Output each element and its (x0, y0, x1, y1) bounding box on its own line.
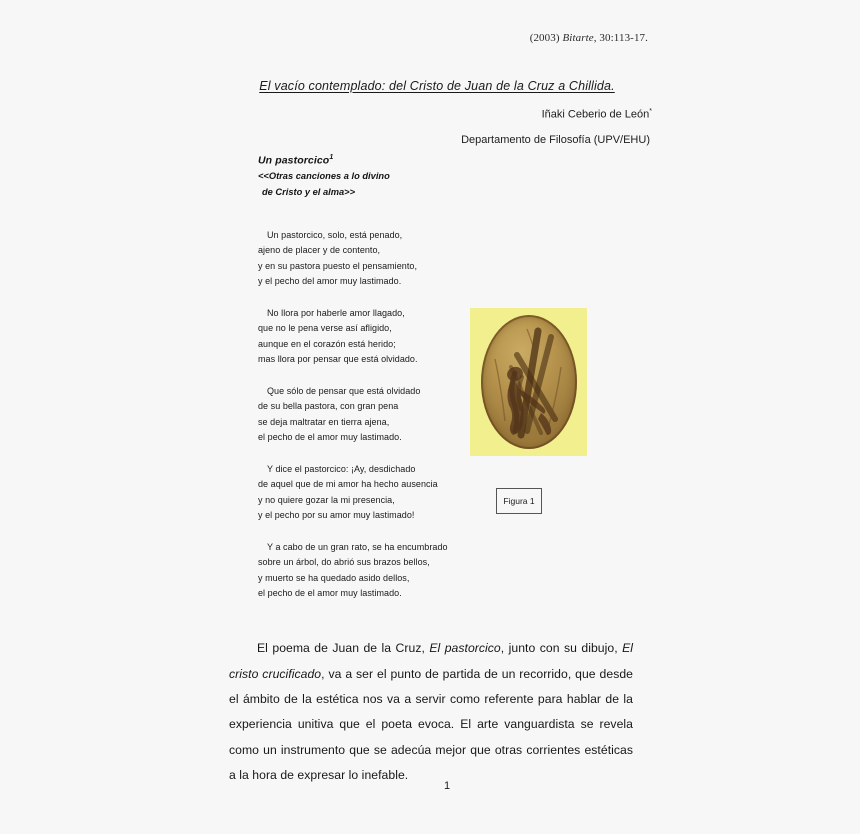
poem-verse-line: Y a cabo de un gran rato, se ha encumbrado (267, 541, 448, 552)
poem-verse-line: de su bella pastora, con gran pena (258, 401, 399, 412)
author-name (0, 108, 652, 121)
poem-verse-line: y muerto se ha quedado asido dellos, (258, 572, 410, 583)
journal-ref-suffix: , 30:113-17. (593, 32, 648, 44)
poem-verse-line: y el pecho del amor muy lastimado. (258, 276, 402, 287)
poem-verse-line: se deja maltratar en tierra ajena, (258, 416, 390, 427)
poem-verse-line: y el pecho por su amor muy lastimado! (258, 510, 415, 521)
paragraph-part-3: , va a ser el punto de partida de un recorrido, que desde el ámbito de la estética nos va a servir como referente para hablar de la experiencia unitiva que el poeta evoca. El arte vanguardista se revela como un instrumento que se adecúa mejor que otras corrientes estéticas a la hora de expresar lo inefable. (229, 666, 633, 783)
poem-stanza (258, 228, 478, 290)
figure-caption (496, 488, 542, 514)
poem-heading-text: Un pastorcico (258, 154, 330, 167)
page-number: 1 (443, 780, 451, 792)
paragraph-part-2: , junto con su dibujo, (500, 641, 623, 656)
crucifix-sketch-icon (481, 315, 577, 449)
poem-verse-line: No llora por haberle amor llagado, (267, 307, 405, 318)
paragraph-part-1: El poema de Juan de la Cruz, (257, 641, 430, 656)
poem-verse-line: de aquel que de mi amor ha hecho ausencia (258, 479, 438, 490)
poem-title-italic: El pastorcico (429, 641, 501, 656)
poem-verse-line: ajeno de placer y de contento, (258, 245, 381, 256)
poem-verse-line: mas llora por pensar que está olvidado. (258, 354, 418, 365)
poem-stanzas (258, 228, 478, 602)
poem-heading (258, 150, 478, 169)
drawing-title-italic: El cristo crucificado (229, 641, 633, 681)
poem-verse-line: y no quiere gozar la mi presencia, (258, 494, 395, 505)
poem-block (258, 150, 478, 602)
poem-verse-line: Y dice el pastorcico: ¡Ay, desdichado (267, 463, 416, 474)
poem-subtitle-line-1: <<Otras canciones a lo divino (258, 171, 390, 182)
figure-image (470, 308, 587, 456)
author-name-text: Iñaki Ceberio de León (541, 108, 650, 121)
author-affiliation: Departamento de Filosofía (UPV/EHU) (461, 134, 650, 146)
poem-verse-line: Un pastorcico, solo, está penado, (267, 229, 403, 240)
poem-stanza (258, 384, 478, 446)
author-footnote-marker: * (649, 108, 652, 115)
figure-1-block (470, 308, 587, 506)
poem-stanza (258, 540, 478, 602)
poem-verse-line: aunque en el corazón está herido; (258, 338, 396, 349)
journal-ref-name: Bitarte (562, 32, 594, 44)
poem-footnote-marker: 1 (329, 154, 334, 161)
poem-verse-line: el pecho de el amor muy lastimado. (258, 588, 402, 599)
poem-stanza (258, 306, 478, 368)
page-title: El vacío contemplado: del Cristo de Juan de la Cruz a Chillida. (259, 79, 615, 93)
body-paragraph (229, 636, 633, 788)
crucifix-drawing-oval (481, 315, 577, 449)
journal-reference (0, 32, 648, 44)
poem-verse-line: y en su pastora puesto el pensamiento, (258, 260, 417, 271)
poem-verse-line: que no le pena verse así afligido, (258, 323, 392, 334)
poem-verse-line: sobre un árbol, do abrió sus brazos bellos, (258, 557, 430, 568)
poem-subtitle-line-2: de Cristo y el alma>> (262, 186, 356, 197)
journal-ref-prefix: (2003) (529, 32, 563, 44)
poem-stanza (258, 462, 478, 524)
poem-verse-line: el pecho de el amor muy lastimado. (258, 432, 402, 443)
poem-verse-line: Que sólo de pensar que está olvidado (267, 385, 421, 396)
figure-caption-text: Figura 1 (503, 496, 535, 506)
